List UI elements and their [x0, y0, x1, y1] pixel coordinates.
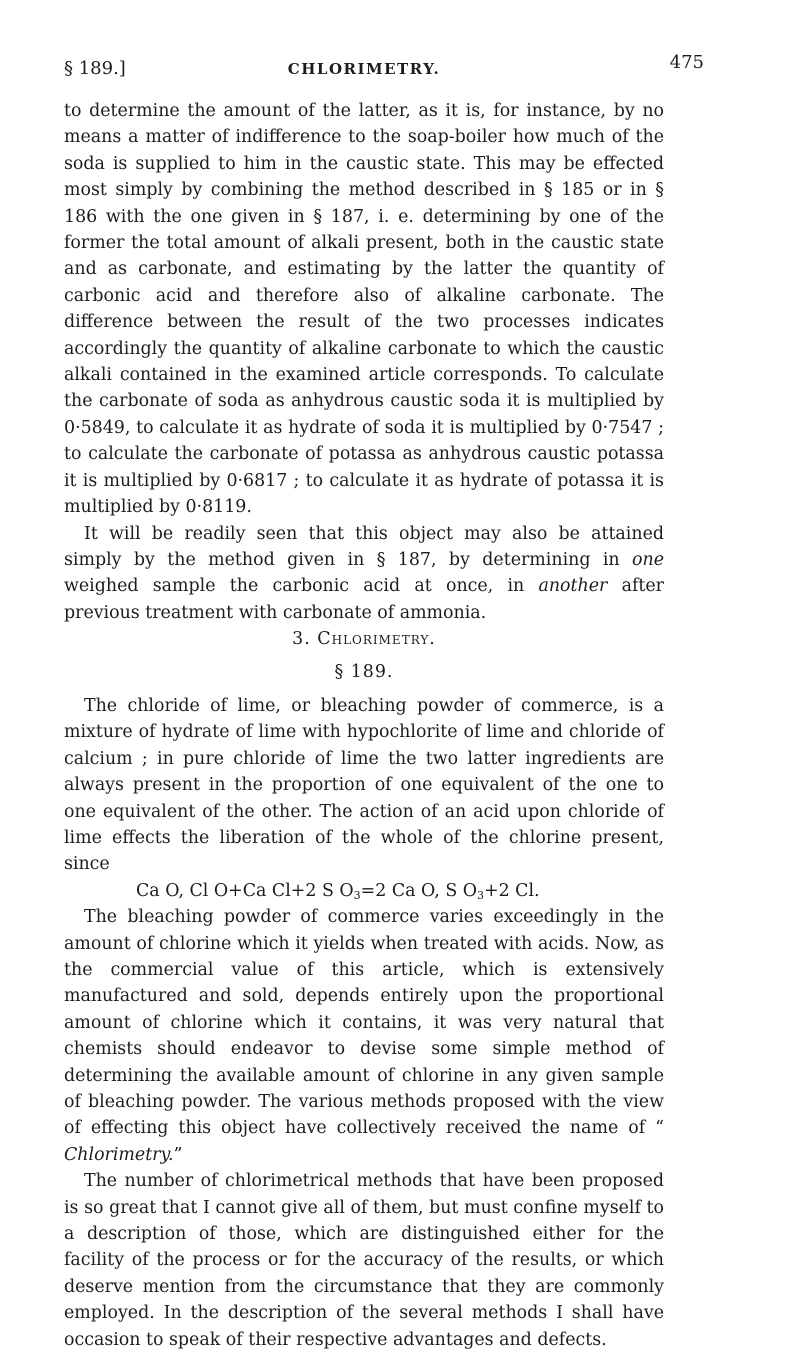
header-section-ref: § 189.]	[64, 58, 126, 79]
section-heading	[64, 626, 664, 652]
header-title: CHLORIMETRY.	[287, 60, 441, 78]
p2-text-a: It will be readily seen that this object may also be attained simply by the method given in § 187, by determining in	[64, 523, 664, 570]
p2-text-c: after previous treatment with carbonate of ammonia.	[64, 576, 664, 623]
p4-text-b: ”	[173, 1144, 183, 1165]
p4-text-a: The bleaching powder of commerce varies exceedingly in the amount of chlorine which it yields when treated with acids. Now, as the commercial value of this article, which is extensively manufactured and sold, depends entirely upon the proportional amount of chlorine which it contains, it was very natural that chemists should endeavor to devise some simple method of determining the available amount of chlorine in any given sample of bleaching powder. The various methods proposed with the view of effecting this object have collectively received the name of “	[64, 907, 664, 1139]
paragraph-5: The number of chlorimetrical methods that have been proposed is so great that I cannot give all of them, but must confine myself to a description of those, which are distinguished either for the facility of the process or for the accuracy of the results, or which deserve mention from the circumstance that they are commonly employed. In the description of the several methods I shall have occasion to speak of their respective advantages and defects.	[64, 1171, 664, 1350]
p4-emph-chlorimetry: Chlorimetry.	[64, 1144, 174, 1165]
paragraph-1: to determine the amount of the latter, as it is, for instance, by no means a matter of indifference to the soap-boiler how much of the soda is supplied to him in the caustic state. This may be effected most simply by combining the method described in § 185 or in § 186 with the one given in § 187, i. e. determining by one of the former the total amount of alkali present, both in the caustic state and as carbonate, and estimating by the latter the quantity of carbonic acid and therefore also of alkaline carbonate. The difference between the result of the two processes indicates accordingly the quantity of alkaline carbonate to which the caustic alkali contained in the examined article corresponds. To calculate the carbonate of soda as anhydrous caustic soda it is multiplied by 0·5849, to calculate it as hydrate of soda it is multiplied by 0·7547 ; to calculate the carbonate of potassa as anhydrous caustic potassa it is multiplied by 0·6817 ; to calculate it as hydrate of potassa it is multiplied by 0·8119.	[64, 101, 664, 518]
running-header	[64, 52, 704, 86]
section-title: Chlorimetry.	[317, 629, 436, 650]
formula-sub-2: 3	[477, 888, 485, 902]
chemical-formula	[64, 878, 664, 904]
formula-part-b: =2 Ca O, S O	[360, 880, 478, 901]
formula-part-c: +2 Cl.	[484, 880, 540, 901]
p2-emph-one: one	[632, 549, 664, 570]
paragraph-2	[64, 521, 664, 627]
formula-sub-1: 3	[353, 888, 361, 902]
page-number: 475	[669, 52, 704, 73]
paragraph-3: The chloride of lime, or bleaching powder of commerce, is a mixture of hydrate of lime with hypochlorite of lime and chloride of calcium ; in pure chloride of lime the two latter ingredients are always present in the proportion of one equivalent of the one to one equivalent of the other. The action of an acid upon chloride of lime effects the liberation of the whole of the chlorine present, since	[64, 695, 664, 875]
paragraph-4	[64, 904, 664, 1168]
p2-text-b: weighed sample the carbonic acid at once, in	[64, 576, 539, 597]
page-body	[64, 98, 664, 1353]
section-number: 3.	[292, 629, 311, 650]
formula-part-a: Ca O, Cl O+Ca Cl+2 S O	[136, 880, 354, 901]
book-page	[64, 52, 704, 1353]
section-sign: § 189.	[334, 661, 394, 682]
p2-emph-another: another	[538, 576, 608, 597]
